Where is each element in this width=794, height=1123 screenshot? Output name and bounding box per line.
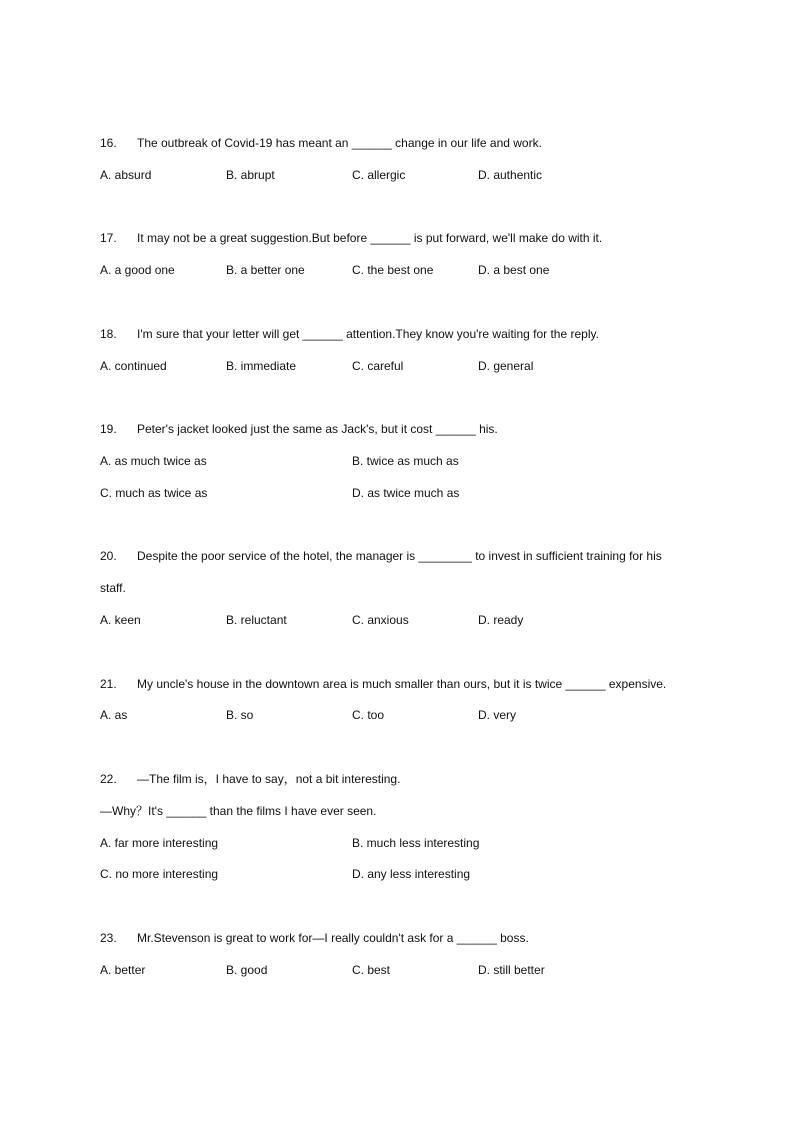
question-stem: Peter's jacket looked just the same as Jack's, but it cost ______ his.: [137, 422, 498, 436]
option-d: D. any less interesting: [352, 867, 471, 881]
option-b: B. abrupt: [226, 168, 275, 182]
question-number: 20.: [100, 549, 117, 563]
option-c: C. careful: [352, 359, 404, 373]
question-stem: The outbreak of Covid-19 has meant an ______ change in our life and work.: [137, 136, 542, 150]
option-d: D. still better: [478, 963, 545, 977]
option-b: B. twice as much as: [352, 454, 459, 468]
question-number: 21.: [100, 677, 117, 691]
question-number: 18.: [100, 327, 117, 341]
option-a: A. absurd: [100, 168, 152, 182]
option-d: D. authentic: [478, 168, 543, 182]
option-d: D. ready: [478, 613, 524, 627]
option-b: B. immediate: [226, 359, 297, 373]
option-a: A. as much twice as: [100, 454, 207, 468]
question-number: 17.: [100, 231, 117, 245]
question-stem-continued: —Why？It's ______ than the films I have ever seen.: [100, 804, 377, 818]
question-stem: It may not be a great suggestion.But before ______ is put forward, we'll make do with it.: [137, 231, 603, 245]
option-a: A. better: [100, 963, 146, 977]
option-d: D. general: [478, 359, 534, 373]
question-stem: Despite the poor service of the hotel, the manager is ________ to invest in sufficient training for his: [137, 549, 662, 563]
option-d: D. as twice much as: [352, 486, 460, 500]
question-stem: Mr.Stevenson is great to work for—I really couldn't ask for a ______ boss.: [137, 931, 529, 945]
option-c: C. allergic: [352, 168, 406, 182]
question-number: 19.: [100, 422, 117, 436]
option-b: B. much less interesting: [352, 836, 480, 850]
option-a: A. keen: [100, 613, 141, 627]
option-b: B. reluctant: [226, 613, 287, 627]
option-d: D. very: [478, 708, 517, 722]
option-b: B. good: [226, 963, 268, 977]
option-b: B. so: [226, 708, 254, 722]
question-stem: I'm sure that your letter will get ______ attention.They know you're waiting for the reply.: [137, 327, 599, 341]
option-a: A. a good one: [100, 263, 175, 277]
option-c: C. best: [352, 963, 391, 977]
question-stem: —The film is，I have to say，not a bit interesting.: [137, 772, 401, 786]
question-number: 22.: [100, 772, 117, 786]
option-a: A. continued: [100, 359, 167, 373]
option-c: C. much as twice as: [100, 486, 208, 500]
option-b: B. a better one: [226, 263, 305, 277]
question-number: 23.: [100, 931, 117, 945]
option-c: C. no more interesting: [100, 867, 219, 881]
question-stem-continued: staff.: [100, 581, 126, 595]
option-c: C. too: [352, 708, 385, 722]
question-stem: My uncle's house in the downtown area is much smaller than ours, but it is twice ______ expensive.: [137, 677, 667, 691]
option-a: A. far more interesting: [100, 836, 219, 850]
option-c: C. anxious: [352, 613, 409, 627]
question-number: 16.: [100, 136, 117, 150]
option-c: C. the best one: [352, 263, 434, 277]
option-a: A. as: [100, 708, 128, 722]
option-d: D. a best one: [478, 263, 550, 277]
